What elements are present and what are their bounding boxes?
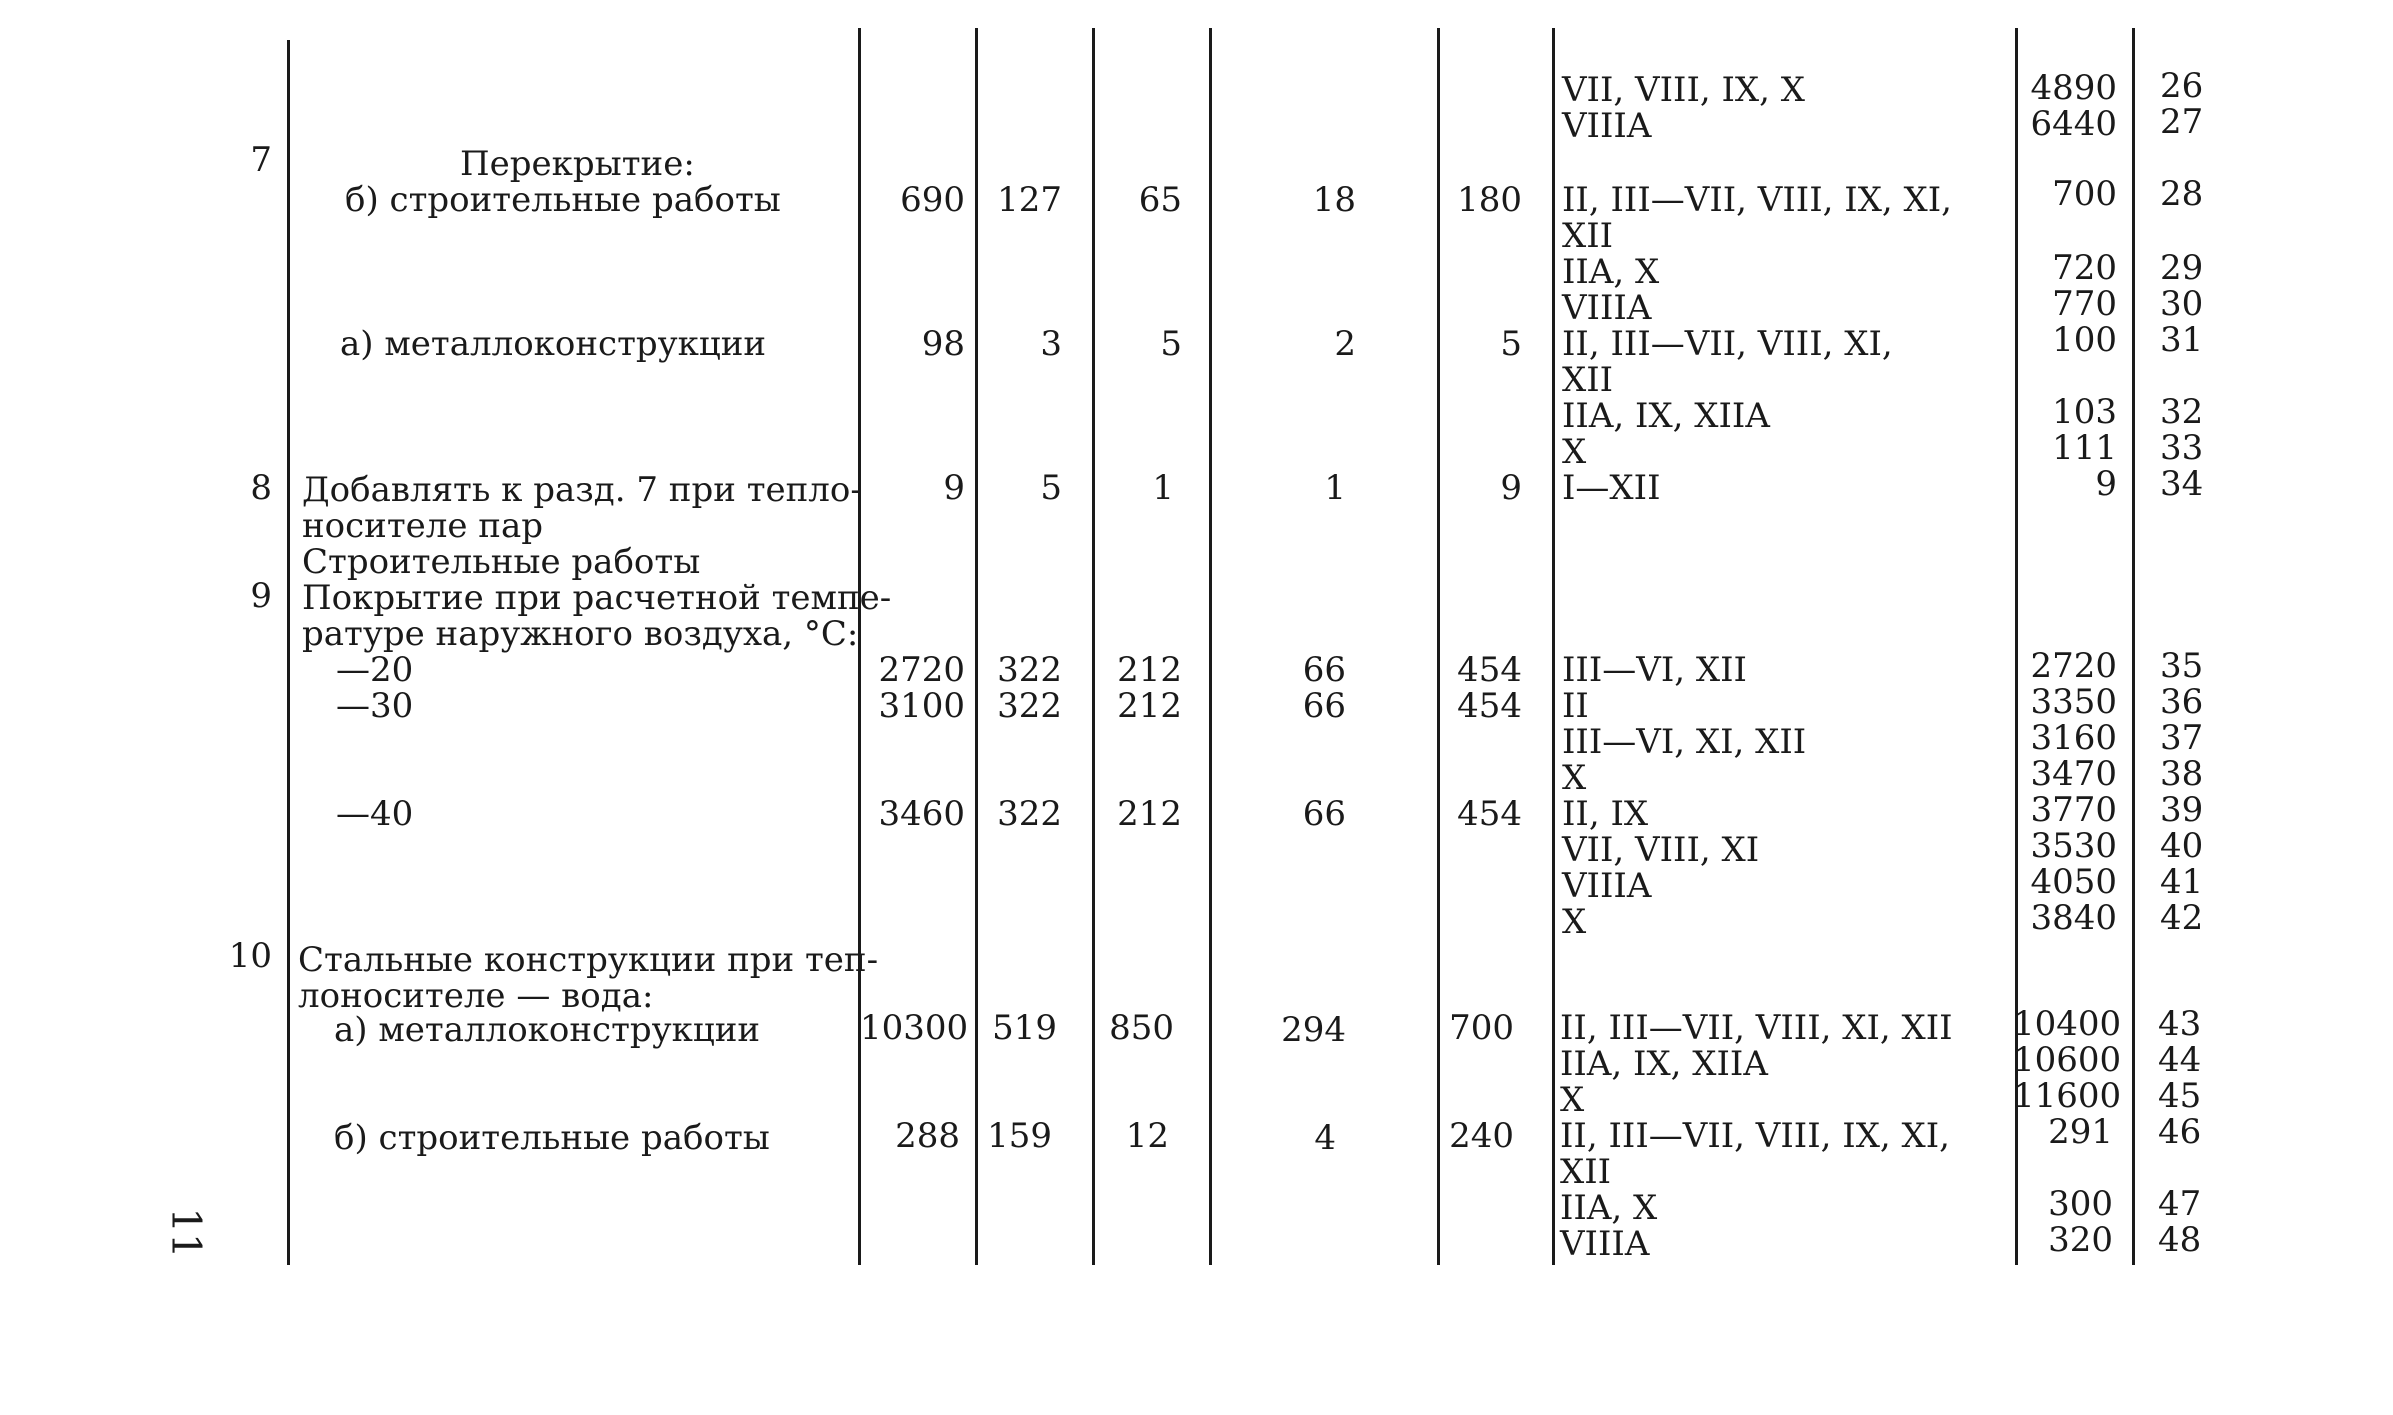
row-index: 33 <box>2160 428 2204 468</box>
variant-value: 3160 <box>2030 718 2117 758</box>
variant-value: 3840 <box>2030 898 2117 938</box>
variant-text: III—VI, XI, XII <box>1562 722 1807 762</box>
section-title: Перекрытие: <box>460 144 695 184</box>
variant-text: VIIIA <box>1560 1224 1650 1264</box>
row-index: 29 <box>2160 248 2204 288</box>
variant-text: II, III—VII, VIII, XI, XII <box>1560 1008 1953 1048</box>
cell-col1: 3460 <box>878 794 965 834</box>
cell-col3: 212 <box>1117 650 1182 690</box>
variant-value: 10600 <box>2013 1040 2122 1080</box>
section-text: Покрытие при расчетной темпе- <box>302 578 892 618</box>
row-index: 26 <box>2160 66 2204 106</box>
variant-value: 320 <box>2048 1220 2113 1260</box>
variant-value: 720 <box>2052 248 2117 288</box>
cell-col3: 12 <box>1125 1116 1169 1156</box>
variant-text: X <box>1562 902 1587 942</box>
variant-text: II, III—VII, VIII, IX, XI, <box>1562 180 1952 220</box>
variant-text: VII, VIII, XI <box>1562 830 1760 870</box>
variant-text-cont: XII <box>1562 216 1614 256</box>
cell-col1: 3100 <box>878 686 965 726</box>
cell-col3: 1 <box>1152 468 1174 508</box>
cell-col4: 1 <box>1324 468 1346 508</box>
cell-col3: 65 <box>1138 180 1182 220</box>
row-index: 30 <box>2160 284 2204 324</box>
row-index: 31 <box>2160 320 2204 360</box>
row-index: 28 <box>2160 174 2204 214</box>
variant-text: VII, VIII, IX, X <box>1562 70 1805 110</box>
variant-text: II, III—VII, VIII, XI, <box>1562 324 1893 364</box>
variant-value: 3770 <box>2030 790 2117 830</box>
cell-col5: 240 <box>1449 1116 1514 1156</box>
cell-col4: 2 <box>1334 324 1356 364</box>
cell-col2: 127 <box>997 180 1062 220</box>
cell-col1: 690 <box>900 180 965 220</box>
cell-col1: 10300 <box>860 1008 969 1048</box>
row-index: 40 <box>2160 826 2204 866</box>
section-number: 9 <box>250 576 272 616</box>
column-rule <box>287 40 290 1265</box>
variant-value: 770 <box>2052 284 2117 324</box>
row-index: 37 <box>2160 718 2204 758</box>
cell-col5: 454 <box>1457 794 1522 834</box>
row-index: 39 <box>2160 790 2204 830</box>
row-index: 42 <box>2160 898 2204 938</box>
variant-value: 300 <box>2048 1184 2113 1224</box>
variant-text: IIA, X <box>1560 1188 1658 1228</box>
cell-col5: 180 <box>1457 180 1522 220</box>
cell-col1: 288 <box>895 1116 960 1156</box>
variant-text: VIIIA <box>1562 866 1652 906</box>
column-rule <box>2132 28 2135 1265</box>
section-text: лоносителе — вода: <box>298 976 654 1016</box>
cell-col4: 4 <box>1314 1118 1336 1158</box>
variant-value: 9 <box>2095 464 2117 504</box>
section-text: Стальные конструкции при теп- <box>298 940 879 980</box>
variant-text: VIIIA <box>1562 106 1652 146</box>
column-rule <box>1552 28 1555 1265</box>
variant-value: 3470 <box>2030 754 2117 794</box>
temperature-label: —30 <box>336 686 414 726</box>
variant-text: X <box>1560 1080 1585 1120</box>
cell-col2: 519 <box>992 1008 1057 1048</box>
cell-col5: 700 <box>1449 1008 1514 1048</box>
row-index: 45 <box>2158 1076 2202 1116</box>
cell-col2: 322 <box>997 794 1062 834</box>
item-label: б) строительные работы <box>334 1118 770 1158</box>
row-index: 43 <box>2158 1004 2202 1044</box>
row-index: 32 <box>2160 392 2204 432</box>
item-label: б) строительные работы <box>345 180 781 220</box>
variant-value: 4890 <box>2030 68 2117 108</box>
variant-value: 3530 <box>2030 826 2117 866</box>
variant-text-cont: XII <box>1562 360 1614 400</box>
row-index: 48 <box>2158 1220 2202 1260</box>
variant-value: 10400 <box>2013 1004 2122 1044</box>
cell-col3: 5 <box>1160 324 1182 364</box>
variant-value: 3350 <box>2030 682 2117 722</box>
row-index: 44 <box>2158 1040 2202 1080</box>
cell-col3: 850 <box>1109 1008 1174 1048</box>
variant-value: 6440 <box>2030 104 2117 144</box>
cell-col4: 66 <box>1302 686 1346 726</box>
row-index: 34 <box>2160 464 2204 504</box>
cell-col5: 5 <box>1500 324 1522 364</box>
cell-col4: 66 <box>1302 650 1346 690</box>
variant-text: II, IX <box>1562 794 1649 834</box>
section-text: носителе пар <box>302 506 543 546</box>
cell-col4: 294 <box>1281 1010 1346 1050</box>
variant-value: 111 <box>2052 428 2117 468</box>
variant-text: IIA, IX, XIIA <box>1562 396 1770 436</box>
row-index: 47 <box>2158 1184 2202 1224</box>
cell-col3: 212 <box>1117 794 1182 834</box>
cell-col5: 454 <box>1457 650 1522 690</box>
variant-text: IIA, X <box>1562 252 1660 292</box>
variant-text: II <box>1562 686 1589 726</box>
cell-col2: 3 <box>1040 324 1062 364</box>
variant-value: 103 <box>2052 392 2117 432</box>
variant-text: VIIIA <box>1562 288 1652 328</box>
variant-text: I—XII <box>1562 468 1661 508</box>
item-label: а) металлоконструкции <box>340 324 767 364</box>
cell-col2: 322 <box>997 686 1062 726</box>
row-index: 36 <box>2160 682 2204 722</box>
variant-value: 700 <box>2052 174 2117 214</box>
cell-col1: 2720 <box>878 650 965 690</box>
variant-text: IIA, IX, XIIA <box>1560 1044 1768 1084</box>
variant-value: 11600 <box>2013 1076 2122 1116</box>
variant-value: 2720 <box>2030 646 2117 686</box>
section-text: Добавлять к разд. 7 при тепло- <box>302 470 862 510</box>
section-text: ратуре наружного воздуха, °С: <box>302 614 859 654</box>
cell-col5: 9 <box>1500 468 1522 508</box>
cell-col2: 5 <box>1040 468 1062 508</box>
variant-value: 100 <box>2052 320 2117 360</box>
temperature-label: —40 <box>336 794 414 834</box>
temperature-label: —20 <box>336 650 414 690</box>
cell-col3: 212 <box>1117 686 1182 726</box>
variant-value: 4050 <box>2030 862 2117 902</box>
row-index: 38 <box>2160 754 2204 794</box>
page-number: 11 <box>162 1207 209 1259</box>
cell-col2: 159 <box>987 1116 1052 1156</box>
cell-col4: 18 <box>1312 180 1356 220</box>
row-index: 35 <box>2160 646 2204 686</box>
row-index: 27 <box>2160 102 2204 142</box>
section-heading: Строительные работы <box>302 542 701 582</box>
variant-text: X <box>1562 758 1587 798</box>
section-number: 7 <box>250 140 272 180</box>
cell-col4: 66 <box>1302 794 1346 834</box>
section-number: 10 <box>228 936 272 976</box>
row-index: 41 <box>2160 862 2204 902</box>
item-label: а) металлоконструкции <box>334 1010 761 1050</box>
cell-col2: 322 <box>997 650 1062 690</box>
variant-text: II, III—VII, VIII, IX, XI, <box>1560 1116 1950 1156</box>
cell-col1: 98 <box>921 324 965 364</box>
variant-text: X <box>1562 432 1587 472</box>
variant-text-cont: XII <box>1560 1152 1612 1192</box>
variant-text: III—VI, XII <box>1562 650 1747 690</box>
cell-col5: 454 <box>1457 686 1522 726</box>
variant-value: 291 <box>2048 1112 2113 1152</box>
row-index: 46 <box>2158 1112 2202 1152</box>
section-number: 8 <box>250 468 272 508</box>
cell-col1: 9 <box>943 468 965 508</box>
